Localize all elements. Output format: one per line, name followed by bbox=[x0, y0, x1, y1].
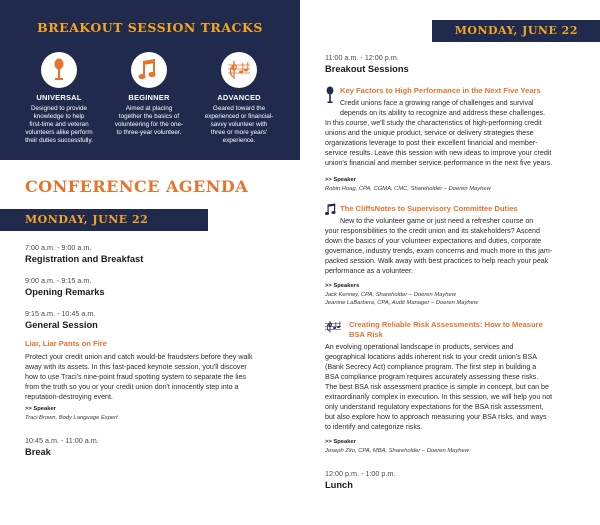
track-description: Designed to provide knowledge to help first-time and veteran volunteers alike perform their duties successfully. bbox=[25, 105, 93, 144]
session-title: Liar, Liar Pants on Fire bbox=[25, 339, 107, 348]
agenda-heading: CONFERENCE AGENDA bbox=[25, 177, 249, 196]
slot-time: 11:00 a.m. - 12:00 p.m. bbox=[325, 53, 399, 62]
date-banner: MONDAY, JUNE 22 bbox=[0, 209, 208, 231]
slot-time: 7:00 a.m. - 9:00 a.m. bbox=[25, 243, 92, 252]
speaker-name: Robin Hoag, CPA, CGMA, CMC, Shareholder – Doeren Mayhew bbox=[325, 186, 491, 192]
clef-notes-icon bbox=[325, 320, 341, 338]
slot-title: Opening Remarks bbox=[25, 287, 105, 297]
breakout-tracks-panel bbox=[0, 0, 300, 160]
speaker-name: Jack Kenney, CPA, Shareholder – Doeren Mayhew Jeanine LaBarbera, CPA, Audit Manager – Doeren Mayhew bbox=[325, 292, 479, 306]
session-title: Key Factors to High Performance in the Next Five Years bbox=[340, 86, 541, 95]
agenda-slot bbox=[325, 53, 409, 74]
session-title: The CliffsNotes to Supervisory Committee Duties bbox=[340, 204, 518, 213]
speaker-label: >> Speaker bbox=[325, 439, 356, 445]
session-description: New to the volunteer game or just need a refresher course on your responsibilities to the credit union and its stakeholders? Ascend down the basics of your volunteer expectations and duties, corporate governance, industry trends, exam concerns and much more in this jam- packed session. Walk away with best practices to help reach your peak performance as a volunteer. bbox=[325, 217, 553, 275]
track-beginner bbox=[104, 52, 194, 137]
tracks-heading: BREAKOUT SESSION TRACKS bbox=[37, 20, 263, 35]
slot-time: 9:15 a.m. - 10:45 a.m. bbox=[25, 309, 96, 318]
agenda-slot bbox=[25, 243, 143, 264]
speaker-name: Traci Brown, Body Language Expert bbox=[25, 415, 118, 421]
track-name: ADVANCED bbox=[217, 93, 261, 102]
agenda-slot bbox=[25, 436, 99, 457]
slot-title: Lunch bbox=[325, 480, 353, 490]
track-name: BEGINNER bbox=[128, 93, 170, 102]
music-note-icon bbox=[131, 52, 167, 88]
track-advanced bbox=[194, 52, 284, 145]
track-name: UNIVERSAL bbox=[36, 93, 82, 102]
speaker-name: Joseph Zito, CPA, MBA, Shareholder – Doeren Mayhew bbox=[325, 448, 469, 454]
session-description: An evolving operational landscape in products, services and geographical locations adds inherent risk to your credit union's BSA (Bank Secrecy Act) compliance program. The first step in building a BSA compliance program requires accurately assessing these risks. The best BSA risk assessment practice is simple in concept, but can be extraordinarily complex in execution. In this session, we will help you not only understand regulatory expectations for the BSA risk assessment, but also explore how to approach measuring your BSA risks, and ways to identify and categorize risks. bbox=[325, 343, 553, 431]
date-banner: MONDAY, JUNE 22 bbox=[432, 20, 600, 42]
track-description: Aimed at placing together the basics of volunteering for the one- to three-year volunteer. bbox=[114, 105, 184, 136]
slot-time: 9:00 a.m. - 9:15 a.m. bbox=[25, 276, 92, 285]
slot-title: Registration and Breakfast bbox=[25, 254, 144, 264]
track-universal bbox=[14, 52, 104, 145]
speaker-label: >> Speaker bbox=[325, 177, 356, 183]
session-title: Creating Reliable Risk Assessments: How to Measure BSA Risk bbox=[349, 320, 543, 339]
slot-title: Breakout Sessions bbox=[325, 64, 409, 74]
slot-title: General Session bbox=[25, 320, 98, 330]
clef-notes-icon bbox=[221, 52, 257, 88]
agenda-slot bbox=[325, 469, 395, 490]
agenda-slot bbox=[25, 309, 98, 330]
slot-time: 10:45 a.m. - 11:00 a.m. bbox=[25, 436, 99, 445]
session-description: Credit unions face a growing range of challenges and survival depends on its ability to recognize and address these challenges. In this course, we'll study the characteristics of high-performing credit unions and the unique product, service or delivery strategies these organizations leverage to post their excellent financial and member- service results. Leave this session with new ideas to improve your credit union's financial and member service performance in the next five years. bbox=[325, 99, 553, 167]
track-description: Geared toward the experienced or financial- savvy volunteer with three or more years' experience. bbox=[204, 105, 274, 144]
session-description: Protect your credit union and catch would-be fraudsters before they walk away with its assets. In this fast-paced keynote session, you'll discover how to use Traci's nine-point fraud spotting system to separate the lies from the truth so you or your credit union don't innocently step into a reputation-destroying event. bbox=[25, 353, 253, 401]
slot-title: Break bbox=[25, 447, 51, 457]
microphone-icon bbox=[41, 52, 77, 88]
agenda-slot bbox=[25, 276, 105, 297]
speaker-label: >> Speaker bbox=[25, 406, 56, 412]
speaker-label: >> Speakers bbox=[325, 283, 360, 289]
slot-time: 12:00 p.m. - 1:00 p.m. bbox=[325, 469, 396, 478]
